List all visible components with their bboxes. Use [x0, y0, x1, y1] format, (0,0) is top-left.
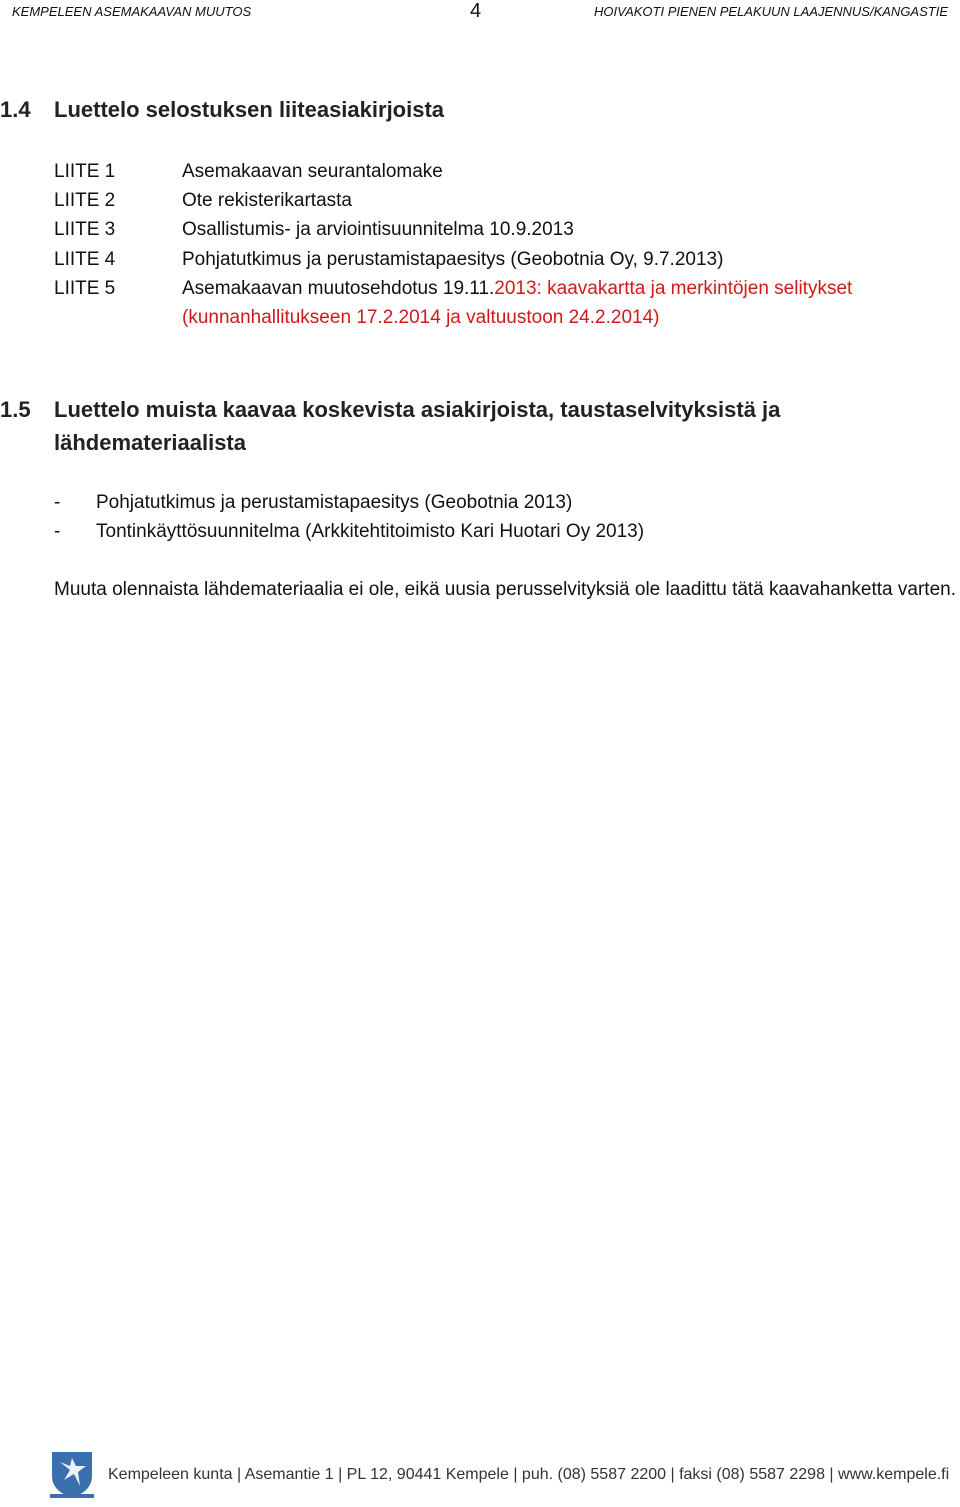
header-left-title: KEMPELEEN ASEMAKAAVAN MUUTOS [12, 4, 252, 19]
appendix-continuation: (kunnanhallitukseen 17.2.2014 ja valtuustoon 24.2.2014) [182, 307, 660, 328]
appendix-description: Osallistumis- ja arviointisuunnitelma 10.9.2013 [182, 219, 574, 240]
list-item-text: Tontinkäyttösuunnitelma (Arkkitehtitoimisto Kari Huotari Oy 2013) [96, 521, 645, 542]
appendix-label: LIITE 1 [54, 161, 116, 182]
section-title: Luettelo muista kaavaa koskevista asiakirjoista, taustaselvityksistä ja lähdemateriaalista [54, 397, 781, 455]
section-1-5-heading [0, 393, 900, 459]
appendix-row [54, 245, 723, 274]
appendix-description: Asemakaavan seurantalomake [182, 161, 443, 182]
kempele-coat-of-arms-icon [50, 1450, 94, 1498]
list-dash: - [54, 492, 61, 513]
appendix-label: LIITE 4 [54, 249, 116, 270]
section-1-4-heading [0, 94, 444, 126]
appendix-description: Ote rekisterikartasta [182, 190, 352, 211]
appendix-description: Pohjatutkimus ja perustamistapaesitys (Geobotnia Oy, 9.7.2013) [182, 249, 724, 270]
body-paragraph: Muuta olennaista lähdemateriaalia ei ole, eikä uusia perusselvityksiä ole laadittu tätä kaavahanketta varten. [54, 579, 956, 600]
appendix-description-highlight: 2013: kaavakartta ja merkintöjen selitykset [494, 278, 853, 299]
appendix-label: LIITE 5 [54, 278, 116, 299]
appendix-description-part: Asemakaavan muutosehdotus 19.11. [182, 278, 495, 299]
page-number: 4 [470, 0, 482, 22]
list-dash: - [54, 521, 61, 542]
list-item [54, 488, 572, 517]
appendix-row [54, 186, 352, 215]
page-footer [50, 1450, 950, 1500]
appendix-label: LIITE 3 [54, 219, 116, 240]
section-title: Luettelo selostuksen liiteasiakirjoista [54, 97, 445, 122]
footer-contact-text: Kempeleen kunta | Asemantie 1 | PL 12, 90441 Kempele | puh. (08) 5587 2200 | faksi (08) 5587 2298 | www.kempele.fi [108, 1466, 950, 1483]
appendix-row [54, 157, 443, 186]
appendix-row [54, 215, 574, 244]
appendix-description [182, 274, 852, 303]
appendix-label: LIITE 2 [54, 190, 116, 211]
section-number: 1.4 [0, 97, 31, 122]
list-item-text: Pohjatutkimus ja perustamistapaesitys (Geobotnia 2013) [96, 492, 573, 513]
appendix-row [54, 274, 852, 303]
section-number: 1.5 [0, 397, 31, 422]
header-right-title: HOIVAKOTI PIENEN PELAKUUN LAAJENNUS/KANGASTIE [594, 4, 948, 19]
list-item [54, 517, 644, 546]
